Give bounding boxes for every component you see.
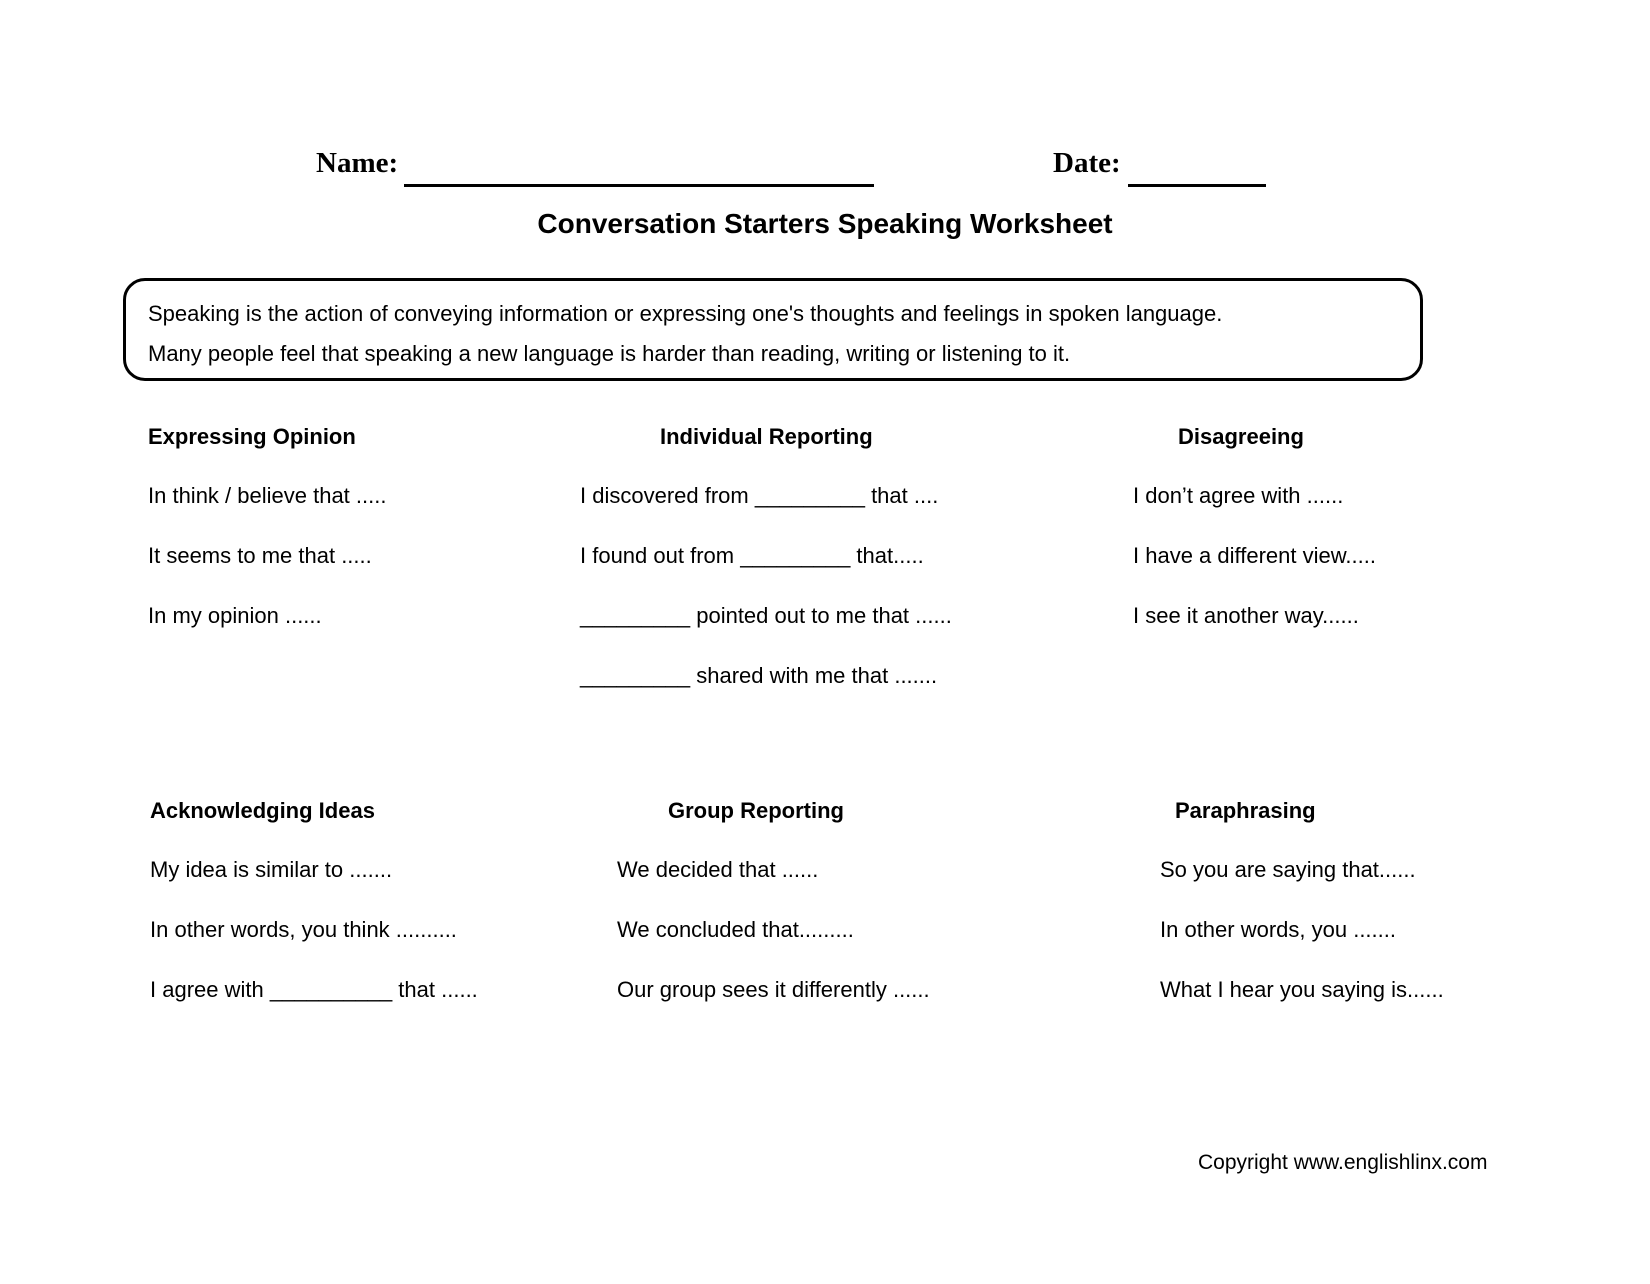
section-title: Paraphrasing <box>1175 798 1316 823</box>
worksheet-title: Conversation Starters Speaking Worksheet <box>537 208 1113 239</box>
section-group-reporting <box>617 798 930 1037</box>
phrase-item: What I hear you saying is...... <box>1160 977 1444 1002</box>
section-paraphrasing <box>1160 798 1444 1037</box>
phrase-item: So you are saying that...... <box>1160 857 1416 882</box>
section-title: Acknowledging Ideas <box>150 798 375 823</box>
section-disagreeing <box>1133 424 1376 663</box>
phrase-item: I see it another way...... <box>1133 603 1359 628</box>
phrase-item: Our group sees it differently ...... <box>617 977 930 1002</box>
section-title: Group Reporting <box>668 798 844 823</box>
phrase-item: I don’t agree with ...... <box>1133 483 1344 508</box>
phrase-item: In my opinion ...... <box>148 603 322 628</box>
phrase-item: I agree with __________ that ...... <box>150 977 478 1002</box>
date-label: Date: <box>1053 147 1121 179</box>
section-title: Disagreeing <box>1178 424 1304 449</box>
copyright-text: Copyright www.englishlinx.com <box>1198 1151 1488 1174</box>
intro-box <box>123 278 1423 381</box>
phrase-item: I discovered from _________ that .... <box>580 483 939 508</box>
name-blank-line[interactable] <box>404 150 874 187</box>
section-title: Individual Reporting <box>660 424 873 449</box>
phrase-item: It seems to me that ..... <box>148 543 372 568</box>
name-label: Name: <box>316 147 399 179</box>
phrase-item: _________ pointed out to me that ...... <box>580 603 952 628</box>
phrase-item: In other words, you ....... <box>1160 917 1396 942</box>
phrase-item: In other words, you think .......... <box>150 917 457 942</box>
section-expressing-opinion <box>148 424 386 663</box>
phrase-item: My idea is similar to ....... <box>150 857 393 882</box>
section-acknowledging-ideas <box>150 798 478 1037</box>
date-blank-line[interactable] <box>1128 150 1266 187</box>
section-individual-reporting <box>580 424 952 723</box>
phrase-item: We concluded that......... <box>617 917 854 942</box>
phrase-item: We decided that ...... <box>617 857 819 882</box>
intro-text-line-1: Speaking is the action of conveying information or expressing one's thoughts and feelings in spoken language. <box>148 301 1223 326</box>
phrase-item: In think / believe that ..... <box>148 483 387 508</box>
phrase-item: _________ shared with me that ....... <box>580 663 938 688</box>
intro-text-line-2: Many people feel that speaking a new language is harder than reading, writing or listening to it. <box>148 341 1071 366</box>
phrase-item: I have a different view..... <box>1133 543 1376 568</box>
phrase-item: I found out from _________ that..... <box>580 543 924 568</box>
section-title: Expressing Opinion <box>148 424 356 449</box>
